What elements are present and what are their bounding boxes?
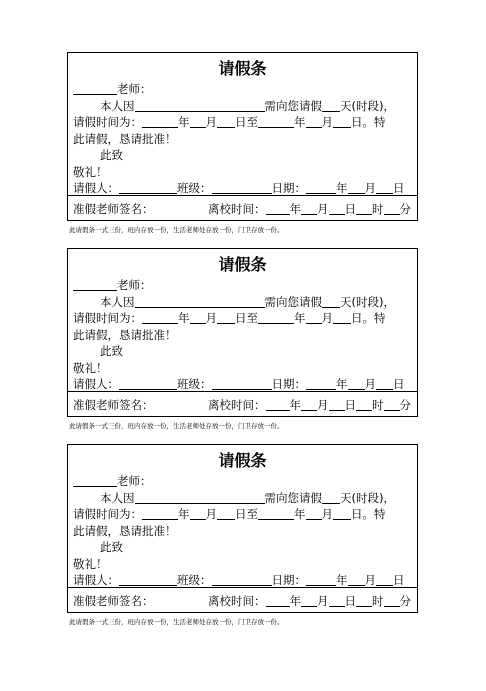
- days-blank[interactable]: [322, 491, 340, 504]
- approver-label: 准假老师签名：: [73, 594, 154, 608]
- days-suffix: 天(时段)，: [340, 294, 395, 309]
- day-label: 日: [351, 115, 363, 129]
- date-label: 日期：: [271, 573, 306, 587]
- to-label: 至: [246, 115, 258, 129]
- request-text: 此请假，恳请批准！: [73, 327, 177, 342]
- leave-minute-blank[interactable]: [384, 202, 400, 215]
- date-month-blank[interactable]: [348, 573, 365, 586]
- leave-time-label: 离校时间：: [208, 398, 266, 412]
- teacher-name-blank[interactable]: [73, 82, 117, 95]
- jingli-text: 敬礼！: [73, 360, 108, 375]
- applicant-label: 请假人：: [73, 181, 119, 195]
- hour-label: 时: [372, 398, 384, 412]
- applicant-label: 请假人：: [73, 377, 119, 391]
- month-label: 月: [321, 115, 333, 129]
- year-label: 年: [336, 573, 348, 587]
- approver-label: 准假老师签名：: [73, 398, 154, 412]
- class-blank[interactable]: [212, 377, 272, 390]
- sentence-end: 。特: [362, 507, 386, 521]
- leave-minute-blank[interactable]: [384, 398, 400, 411]
- approver-label: 准假老师签名：: [73, 202, 154, 216]
- reason-suffix: 需向您请假: [264, 98, 322, 113]
- date-day-blank[interactable]: [376, 181, 393, 194]
- leave-day-blank[interactable]: [329, 398, 345, 411]
- leave-year-blank[interactable]: [266, 398, 290, 411]
- applicant-blank[interactable]: [119, 573, 177, 586]
- date-label: 日期：: [271, 181, 306, 195]
- date-month-blank[interactable]: [348, 377, 365, 390]
- leave-hour-blank[interactable]: [356, 398, 372, 411]
- year-label: 年: [178, 311, 190, 325]
- teacher-name-blank[interactable]: [73, 474, 117, 487]
- leave-slip-1: [67, 52, 418, 234]
- class-label: 班级：: [177, 181, 212, 195]
- jingli-text: 敬礼！: [73, 164, 108, 179]
- month-label: 月: [205, 507, 217, 521]
- minute-label: 分: [399, 398, 411, 412]
- applicant-label: 请假人：: [73, 573, 119, 587]
- divider: [68, 587, 417, 588]
- class-blank[interactable]: [212, 573, 272, 586]
- reason-prefix: 本人因: [100, 490, 135, 505]
- minute-label: 分: [399, 594, 411, 608]
- end-month-blank[interactable]: [306, 115, 322, 128]
- teacher-label: 老师：: [117, 278, 152, 292]
- teacher-label: 老师：: [117, 474, 152, 488]
- year-label: 年: [336, 377, 348, 391]
- day-label: 日: [393, 573, 405, 587]
- date-year-blank[interactable]: [306, 573, 336, 586]
- leave-day-blank[interactable]: [329, 202, 345, 215]
- day-label: 日: [235, 311, 247, 325]
- cizhi-text: 此致: [100, 540, 123, 554]
- month-label: 月: [364, 573, 376, 587]
- reason-prefix: 本人因: [100, 98, 135, 113]
- to-label: 至: [246, 507, 258, 521]
- sentence-end: 。特: [362, 115, 386, 129]
- leave-day-blank[interactable]: [329, 594, 345, 607]
- start-day-blank[interactable]: [217, 115, 235, 128]
- month-label: 月: [321, 507, 333, 521]
- day-label: 日: [235, 115, 247, 129]
- day-label: 日: [351, 507, 363, 521]
- request-text: 此请假，恳请批准！: [73, 523, 177, 538]
- year-label: 年: [294, 115, 306, 129]
- end-year-blank[interactable]: [258, 115, 294, 128]
- cizhi-text: 此致: [100, 148, 123, 162]
- end-year-blank[interactable]: [258, 507, 294, 520]
- slip-title: 请假条: [218, 255, 267, 274]
- month-label: 月: [205, 115, 217, 129]
- minute-label: 分: [399, 202, 411, 216]
- leave-month-blank[interactable]: [301, 594, 317, 607]
- end-month-blank[interactable]: [306, 507, 322, 520]
- month-label: 月: [317, 594, 329, 608]
- day-label: 日: [393, 377, 405, 391]
- to-label: 至: [246, 311, 258, 325]
- month-label: 月: [205, 311, 217, 325]
- slip-box: [67, 52, 418, 221]
- class-label: 班级：: [177, 573, 212, 587]
- month-label: 月: [321, 311, 333, 325]
- slip-title: 请假条: [218, 451, 267, 470]
- start-year-blank[interactable]: [142, 311, 178, 324]
- jingli-text: 敬礼！: [73, 556, 108, 571]
- date-month-blank[interactable]: [348, 181, 365, 194]
- month-label: 月: [364, 377, 376, 391]
- year-label: 年: [289, 398, 301, 412]
- year-label: 年: [294, 311, 306, 325]
- year-label: 年: [289, 202, 301, 216]
- month-label: 月: [317, 202, 329, 216]
- end-month-blank[interactable]: [306, 311, 322, 324]
- class-blank[interactable]: [212, 181, 272, 194]
- hour-label: 时: [372, 202, 384, 216]
- year-label: 年: [294, 507, 306, 521]
- start-month-blank[interactable]: [190, 507, 206, 520]
- year-label: 年: [289, 594, 301, 608]
- start-year-blank[interactable]: [142, 115, 178, 128]
- slip-box: [67, 444, 418, 613]
- applicant-blank[interactable]: [119, 377, 177, 390]
- period-label: 请假时间为：: [73, 311, 142, 325]
- reason-blank[interactable]: [135, 99, 265, 112]
- days-suffix: 天(时段)，: [340, 490, 395, 505]
- date-day-blank[interactable]: [376, 377, 393, 390]
- teacher-label: 老师：: [117, 82, 152, 96]
- start-month-blank[interactable]: [190, 115, 206, 128]
- date-year-blank[interactable]: [306, 377, 336, 390]
- year-label: 年: [336, 181, 348, 195]
- period-label: 请假时间为：: [73, 115, 142, 129]
- day-label: 日: [344, 202, 356, 216]
- copies-note: 此请假条一式三份，班内存放一份，生活老师处存放一份，门卫存放一份。: [69, 618, 284, 626]
- leave-slip-2: [67, 248, 418, 430]
- slip-box: [67, 248, 418, 417]
- leave-month-blank[interactable]: [301, 202, 317, 215]
- applicant-blank[interactable]: [119, 181, 177, 194]
- days-suffix: 天(时段)，: [340, 98, 395, 113]
- days-blank[interactable]: [322, 99, 340, 112]
- end-day-blank[interactable]: [333, 311, 351, 324]
- leave-hour-blank[interactable]: [356, 594, 372, 607]
- sentence-end: 。特: [362, 311, 386, 325]
- divider: [68, 195, 417, 196]
- leave-time-label: 离校时间：: [208, 202, 266, 216]
- day-label: 日: [344, 398, 356, 412]
- reason-suffix: 需向您请假: [264, 490, 322, 505]
- days-blank[interactable]: [322, 295, 340, 308]
- copies-note: 此请假条一式三份，班内存放一份，生活老师处存放一份，门卫存放一份。: [69, 226, 284, 234]
- reason-prefix: 本人因: [100, 294, 135, 309]
- day-label: 日: [393, 181, 405, 195]
- year-label: 年: [178, 507, 190, 521]
- leave-slip-3: [67, 444, 418, 626]
- leave-minute-blank[interactable]: [384, 594, 400, 607]
- end-day-blank[interactable]: [333, 115, 351, 128]
- start-year-blank[interactable]: [142, 507, 178, 520]
- leave-time-label: 离校时间：: [208, 594, 266, 608]
- leave-year-blank[interactable]: [266, 594, 290, 607]
- end-year-blank[interactable]: [258, 311, 294, 324]
- copies-note: 此请假条一式三份，班内存放一份，生活老师处存放一份，门卫存放一份。: [69, 422, 284, 430]
- leave-year-blank[interactable]: [266, 202, 290, 215]
- month-label: 月: [364, 181, 376, 195]
- request-text: 此请假，恳请批准！: [73, 131, 177, 146]
- hour-label: 时: [372, 594, 384, 608]
- cizhi-text: 此致: [100, 344, 123, 358]
- end-day-blank[interactable]: [333, 507, 351, 520]
- year-label: 年: [178, 115, 190, 129]
- leave-hour-blank[interactable]: [356, 202, 372, 215]
- start-day-blank[interactable]: [217, 311, 235, 324]
- divider: [68, 391, 417, 392]
- start-month-blank[interactable]: [190, 311, 206, 324]
- month-label: 月: [317, 398, 329, 412]
- start-day-blank[interactable]: [217, 507, 235, 520]
- period-label: 请假时间为：: [73, 507, 142, 521]
- leave-month-blank[interactable]: [301, 398, 317, 411]
- date-day-blank[interactable]: [376, 573, 393, 586]
- day-label: 日: [235, 507, 247, 521]
- class-label: 班级：: [177, 377, 212, 391]
- date-year-blank[interactable]: [306, 181, 336, 194]
- reason-suffix: 需向您请假: [264, 294, 322, 309]
- date-label: 日期：: [271, 377, 306, 391]
- slip-title: 请假条: [218, 59, 267, 78]
- reason-blank[interactable]: [135, 491, 265, 504]
- day-label: 日: [351, 311, 363, 325]
- teacher-name-blank[interactable]: [73, 278, 117, 291]
- reason-blank[interactable]: [135, 295, 265, 308]
- day-label: 日: [344, 594, 356, 608]
